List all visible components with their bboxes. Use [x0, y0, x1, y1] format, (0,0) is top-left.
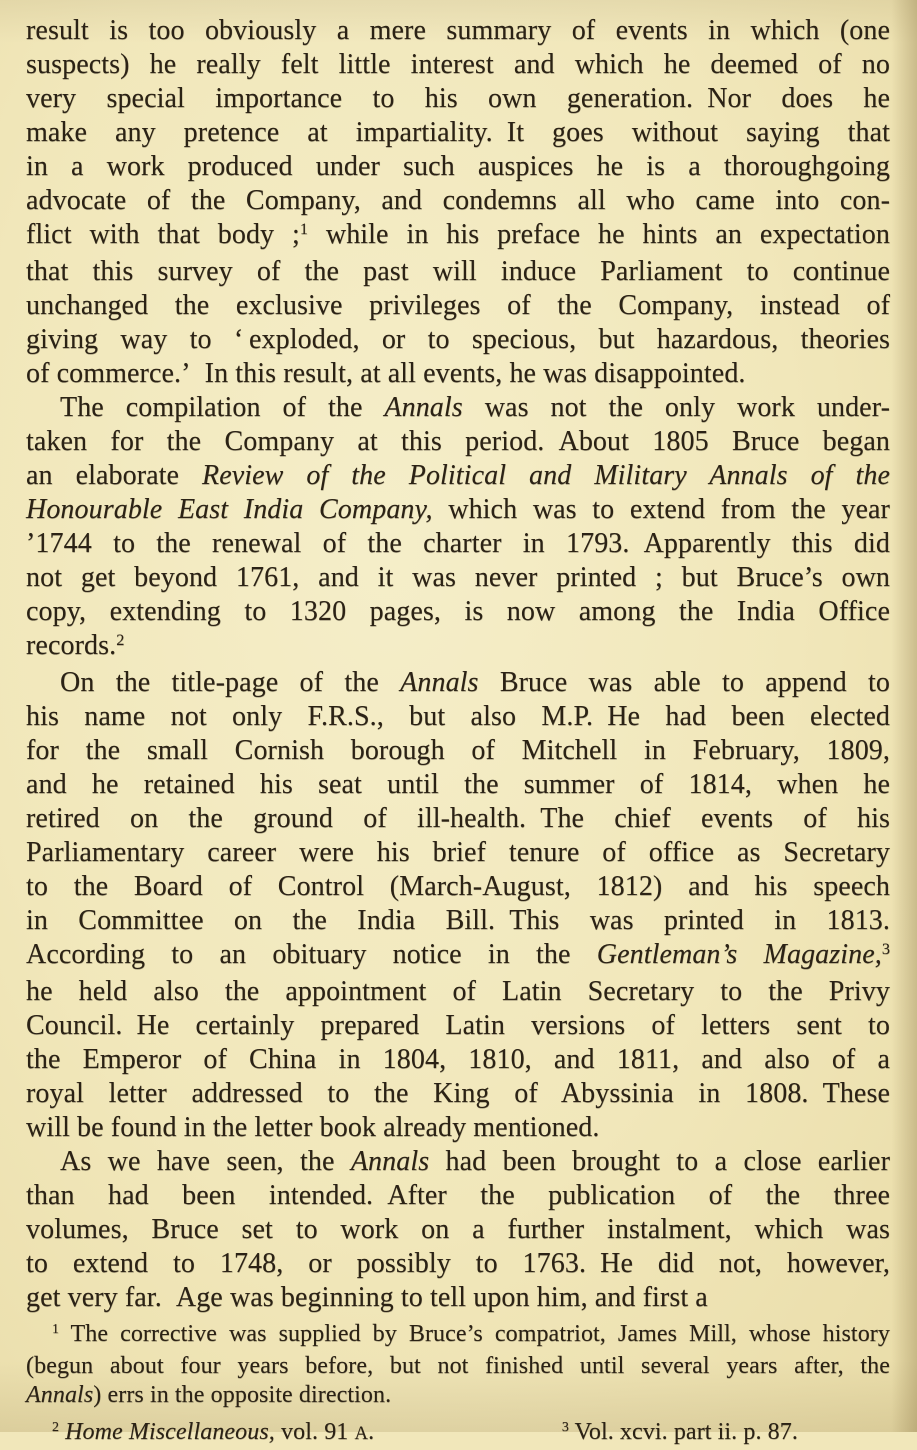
text-run: than had been intended. After the publication of the three [26, 1180, 890, 1211]
italic-text: Annals [384, 392, 463, 423]
page-body [26, 14, 890, 1315]
italic-text: Annals [350, 1146, 430, 1177]
text-run: to extend to 1748, or possibly to 1763. He did not, however, [26, 1248, 890, 1279]
text-line [26, 561, 890, 595]
text-run: in Committee on the India Bill. This was printed in 1813. [26, 905, 890, 936]
text-line [26, 425, 890, 459]
text-line [26, 82, 890, 116]
text-line [26, 391, 890, 425]
text-line [26, 323, 890, 357]
text-run: Council. He certainly prepared Latin versions of letters sent to [26, 1010, 890, 1041]
text-line [26, 218, 890, 255]
text-run: make any pretence at impartiality. It goes without saying that [26, 117, 890, 148]
text-line [26, 1145, 890, 1179]
footnote-1 [26, 1320, 890, 1410]
text-run: According to an obituary notice in the [26, 939, 597, 970]
text-line [26, 116, 890, 150]
text-run: result is too obviously a mere summary of events in which (one [26, 15, 890, 46]
text-run: (begun about four years before, but not finished until several years after, the [26, 1353, 890, 1379]
text-line [26, 1111, 890, 1145]
text-line [26, 666, 890, 700]
italic-text: Annals [26, 1382, 94, 1408]
text-line [26, 904, 890, 938]
text-run: that this survey of the past will induce Parliament to continue [26, 256, 890, 287]
text-run: unchanged the exclusive privileges of the Company, instead of [26, 290, 890, 321]
text-run: copy, extending to 1320 pages, is now among the India Office [26, 596, 890, 627]
text-line [26, 527, 890, 561]
text-line [26, 255, 890, 289]
text-line [26, 802, 890, 836]
text-line [26, 1213, 890, 1247]
footnote-marker: 1 [52, 1322, 59, 1338]
footnote-marker: 3 [881, 940, 890, 959]
text-run: while in his preface he hints an expectation [308, 219, 890, 250]
paragraph [26, 14, 890, 391]
text-line [26, 14, 890, 48]
text-run: taken for the Company at this period. About 1805 Bruce began [26, 426, 890, 457]
text-run: had been brought to a close earlier [429, 1146, 890, 1177]
text-line [26, 595, 890, 629]
text-run: advocate of the Company, and condemns all who came into con- [26, 185, 890, 216]
text-run: suspects) he really felt little interest and which he deemed of no [26, 49, 890, 80]
text-line [26, 975, 890, 1009]
footnote-marker: 2 [52, 1420, 59, 1436]
text-run: Parliamentary career were his brief tenure of office as Secretary [26, 837, 890, 868]
footnote-row [26, 1418, 890, 1450]
text-run: giving way to ‘ exploded, or to specious, but hazardous, theories [26, 324, 890, 355]
footnote-3 [562, 1418, 798, 1450]
text-line [26, 1281, 890, 1315]
text-run: the Emperor of China in 1804, 1810, and 1811, and also of a [26, 1044, 890, 1075]
text-line [26, 938, 890, 975]
text-line [26, 1179, 890, 1213]
text-run: records. [26, 630, 117, 661]
paragraph [26, 1145, 890, 1315]
text-line [26, 768, 890, 802]
text-run: . [368, 1419, 375, 1445]
text-line [26, 1247, 890, 1281]
text-line [26, 1009, 890, 1043]
italic-text: Home Miscellaneous, [65, 1419, 275, 1445]
text-run: very special importance to his own generation. Nor does he [26, 83, 890, 114]
text-line [26, 700, 890, 734]
small-cap-text: A [354, 1423, 369, 1444]
text-line [26, 48, 890, 82]
italic-text: Review of the Political and Military Annals of the [202, 460, 890, 491]
text-line [26, 870, 890, 904]
text-line [26, 1077, 890, 1111]
italic-text: Honourable East India Company, [26, 494, 433, 525]
text-run: and he retained his seat until the summer of 1814, when he [26, 769, 890, 800]
text-run: As we have seen, the [60, 1146, 351, 1177]
paragraph [26, 391, 890, 666]
text-line [26, 357, 890, 391]
text-line [26, 1043, 890, 1077]
text-run: ’1744 to the renewal of the charter in 1793. Apparently this did [26, 528, 890, 559]
paragraph [26, 666, 890, 1145]
footnote-marker: 3 [561, 1420, 569, 1436]
text-line [26, 836, 890, 870]
text-run: retired on the ground of ill-health. The chief events of his [26, 803, 890, 834]
text-run: of commerce.’ In this result, at all events, he was disappointed. [26, 358, 746, 389]
italic-text: Annals [400, 667, 479, 698]
text-line [26, 629, 890, 666]
text-run: he held also the appointment of Latin Secretary to the Privy [26, 976, 890, 1007]
text-run: royal letter addressed to the King of Abyssinia in 1808. These [26, 1078, 890, 1109]
text-run: will be found in the letter book already mentioned. [26, 1112, 600, 1143]
text-run: ) errs in the opposite direction. [93, 1382, 392, 1408]
text-run: for the small Cornish borough of Mitchell in February, 1809, [26, 735, 890, 766]
text-line [26, 493, 890, 527]
text-run: was not the only work under- [462, 392, 890, 423]
text-run: On the title-page of the [60, 667, 401, 698]
text-run: The corrective was supplied by Bruce’s compatriot, James Mill, whose history [58, 1321, 890, 1347]
italic-text: Gentleman’s Magazine, [596, 939, 882, 970]
text-run: Bruce was able to append to [478, 667, 890, 698]
text-line [26, 150, 890, 184]
text-run: to the Board of Control (March-August, 1812) and his speech [26, 871, 890, 902]
text-line [26, 1381, 890, 1410]
text-run: in a work produced under such auspices he is a thoroughgoing [26, 151, 890, 182]
text-run: get very far. Age was beginning to tell upon him, and first a [26, 1282, 708, 1313]
text-run: which was to extend from the year [432, 494, 890, 525]
text-run: volumes, Bruce set to work on a further instalment, which was [26, 1214, 890, 1245]
footnotes [26, 1320, 890, 1450]
text-run: Vol. xcvi. part ii. p. 87. [568, 1419, 798, 1445]
text-line [26, 184, 890, 218]
text-run: his name not only F.R.S., but also M.P. He had been elected [26, 701, 890, 732]
text-run: not get beyond 1761, and it was never printed ; but Bruce’s own [26, 562, 890, 593]
footnote-2 [26, 1418, 374, 1450]
text-run: an elaborate [26, 460, 202, 491]
footnote-marker: 2 [116, 631, 125, 650]
text-run: flict with that body ; [26, 219, 300, 250]
text-line [26, 1320, 890, 1352]
text-line [26, 289, 890, 323]
text-line [26, 459, 890, 493]
text-run: The compilation of the [60, 392, 385, 423]
text-run: vol. 91 [274, 1419, 355, 1445]
text-line [26, 1352, 890, 1381]
text-line [26, 734, 890, 768]
footnote-marker: 1 [299, 220, 309, 239]
